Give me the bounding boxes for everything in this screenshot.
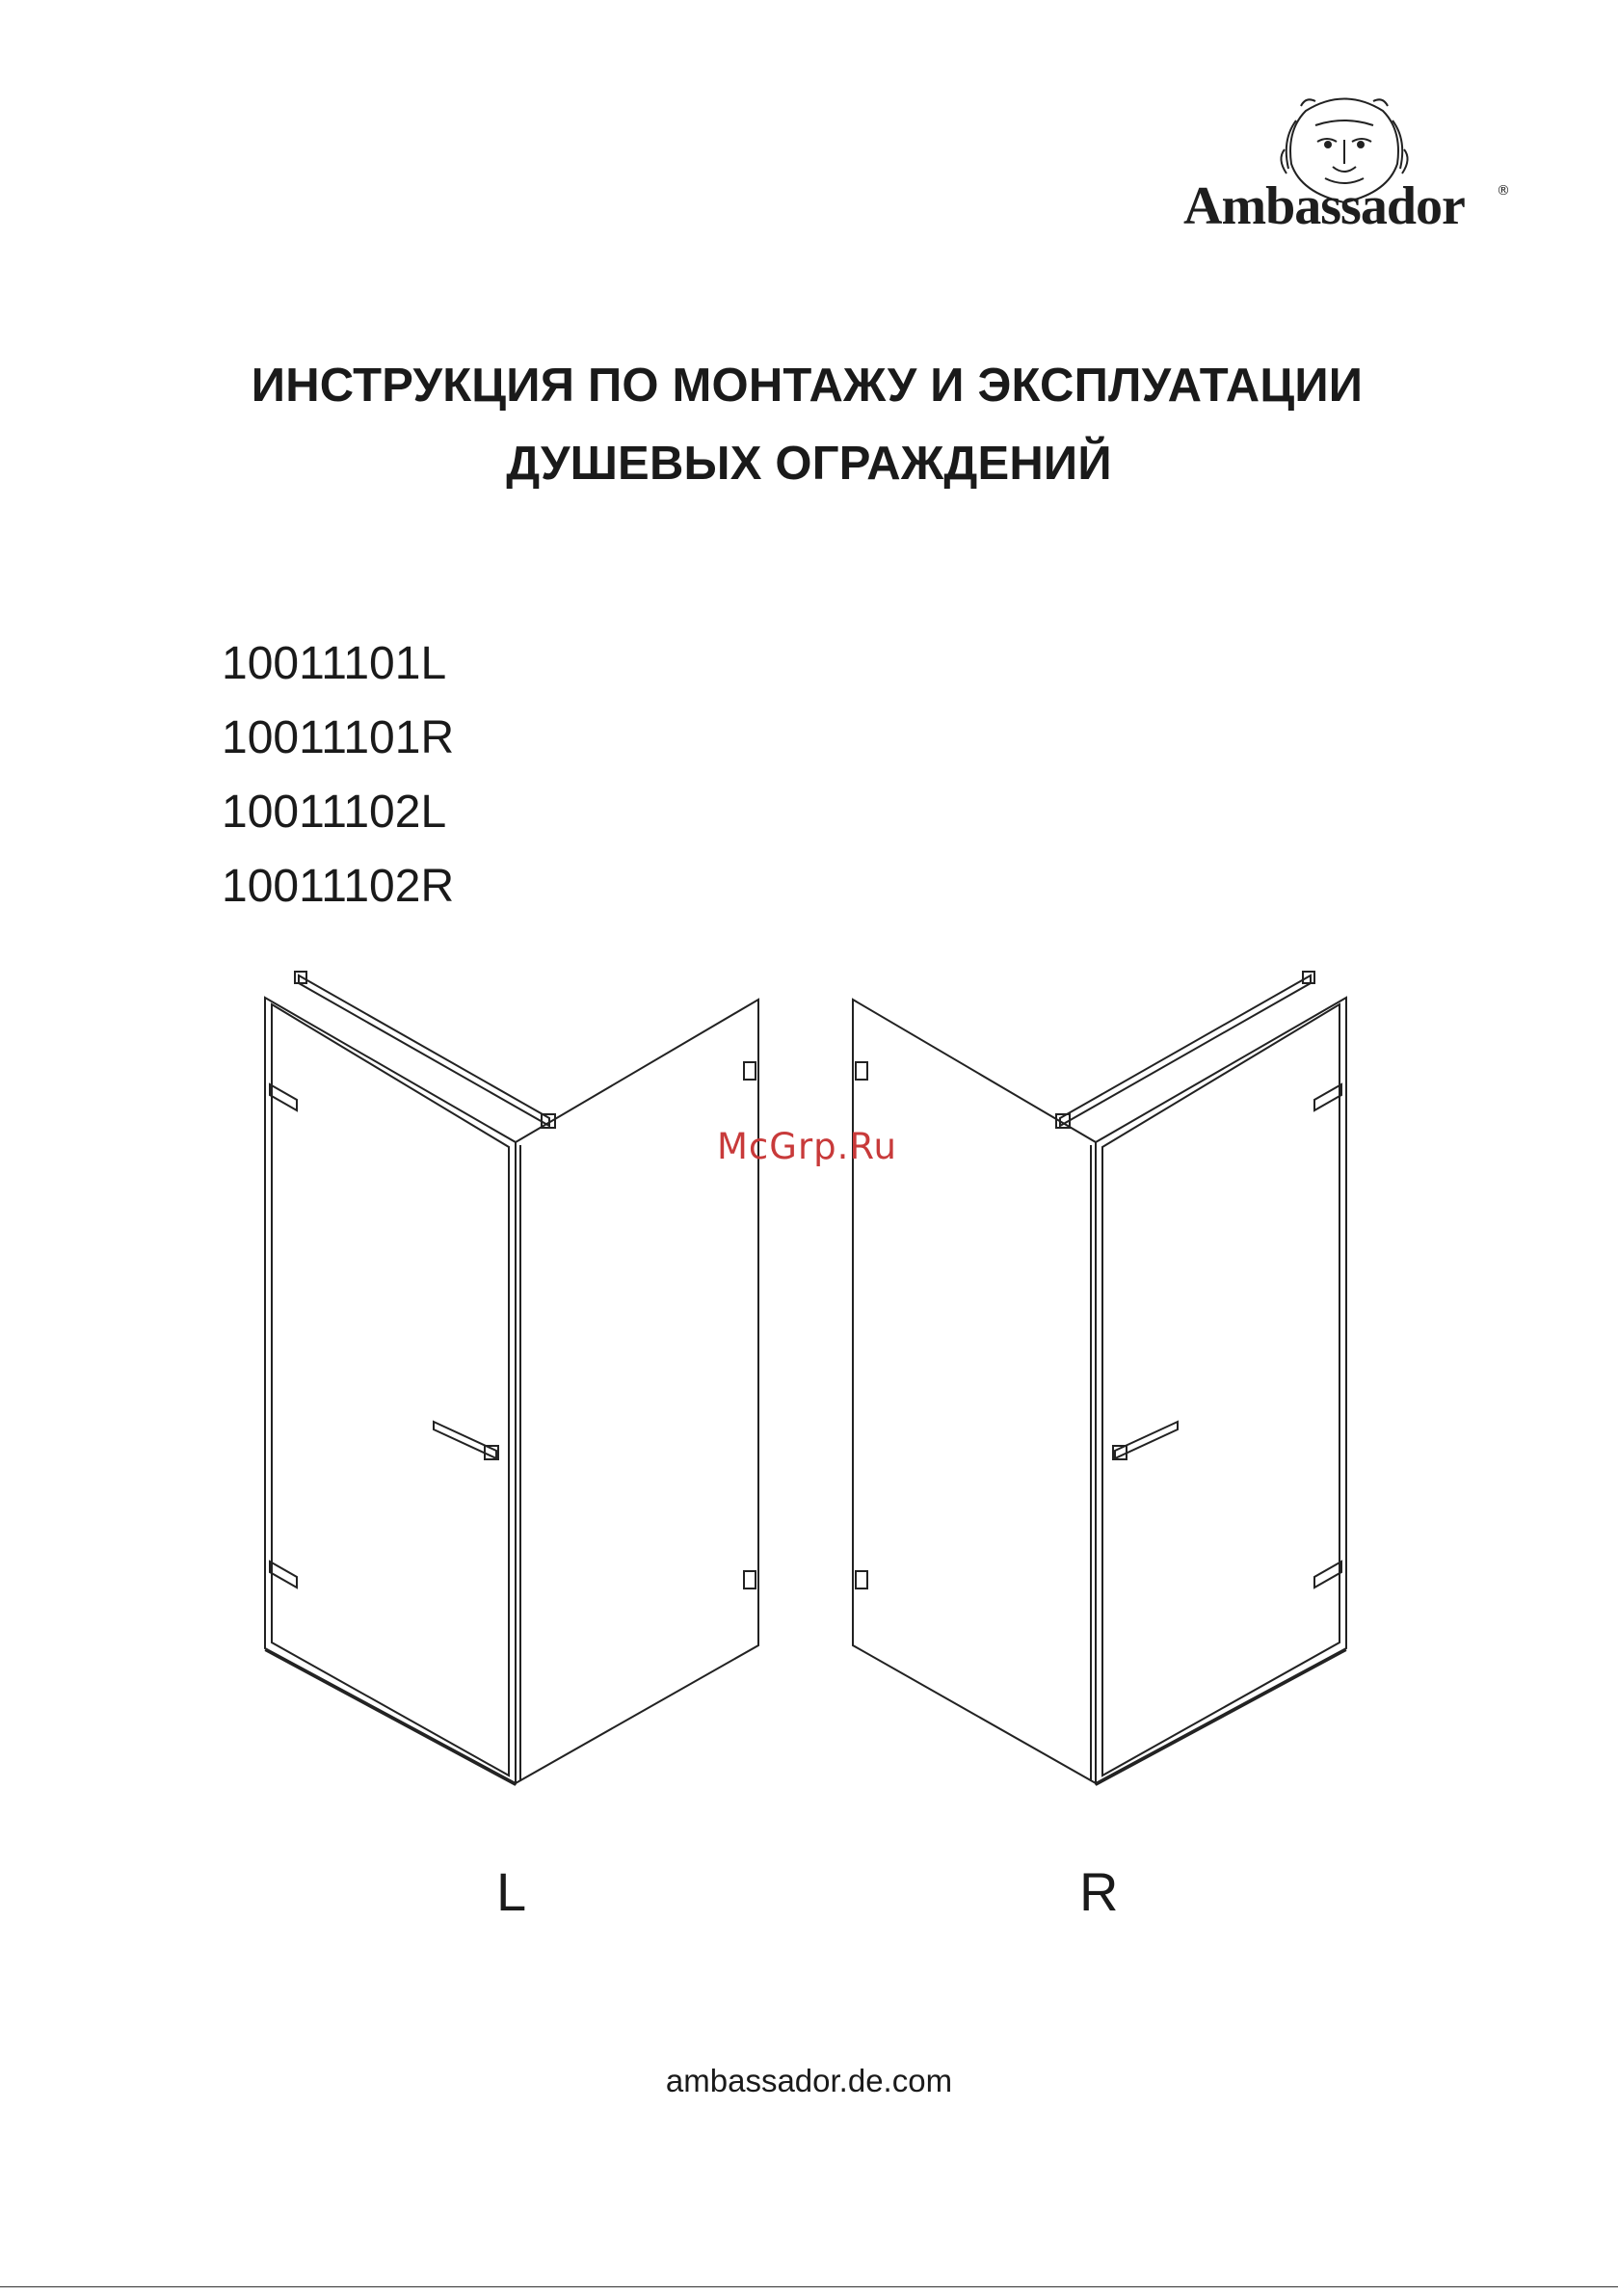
document-title-line1: ИНСТРУКЦИЯ ПО МОНТАЖУ И ЭКСПЛУАТАЦИИ: [251, 360, 1364, 412]
right-variant-label: R: [1079, 1861, 1119, 1922]
model-number: 10011101L: [222, 638, 447, 689]
website-link[interactable]: ambassador.de.com: [665, 2063, 953, 2098]
shower-enclosure-right-illustration: [853, 972, 1346, 1785]
document-title-line2: ДУШЕВЫХ ОГРАЖДЕНИЙ: [506, 438, 1112, 490]
shower-enclosure-drawing: [241, 964, 1359, 1812]
model-number: 10011102L: [222, 787, 447, 838]
watermark-text: McGrp.Ru: [717, 1126, 897, 1167]
page-bottom-divider: [0, 2286, 1618, 2287]
model-number: 10011102R: [222, 861, 455, 912]
left-variant-label: L: [496, 1861, 527, 1922]
registered-mark: ®: [1497, 183, 1510, 199]
shower-enclosure-left-illustration: [265, 972, 758, 1785]
model-number: 10011101R: [222, 712, 455, 763]
model-list: [222, 627, 454, 923]
brand-name: Ambassador: [1183, 176, 1465, 236]
